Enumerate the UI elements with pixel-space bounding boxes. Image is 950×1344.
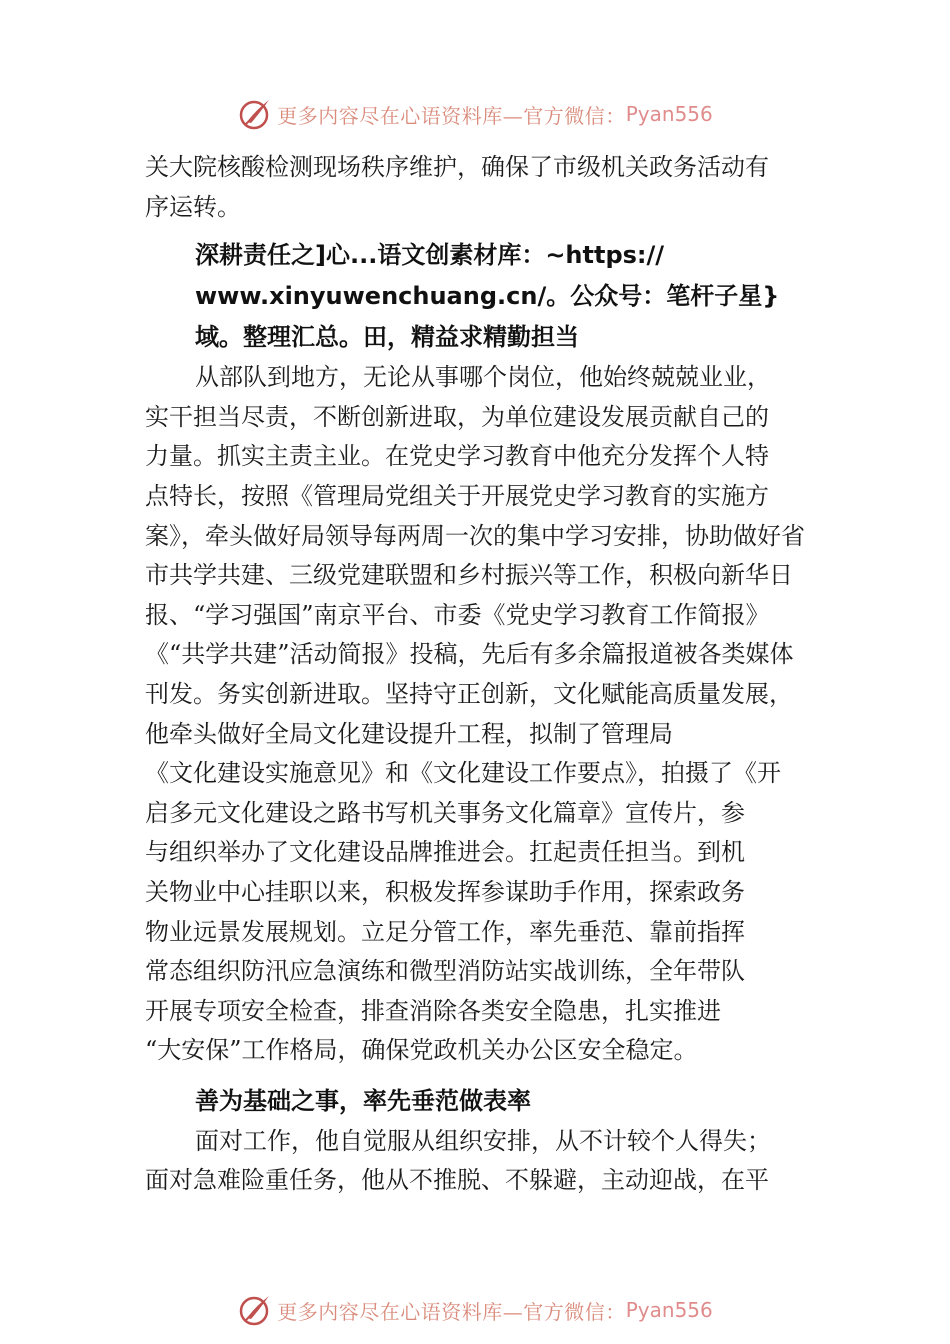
text-line: 常态组织防汛应急演练和微型消防站实战训练，全年带队 — [145, 957, 745, 986]
text-line: 启多元文化建设之路书写机关事务文化篇章》宣传片，参 — [145, 798, 745, 827]
text-line: 报、“学习强国”南京平台、市委《党史学习教育工作简报》 — [145, 600, 770, 629]
text-line: 关大院核酸检测现场秩序维护，确保了市级机关政务活动有 — [145, 153, 769, 181]
document-body — [145, 148, 815, 1201]
paragraph-1 — [145, 148, 815, 227]
text-line: 《文化建设实施意见》和《文化建设工作要点》，拍摄了《开 — [145, 759, 781, 788]
text-line: 开展专项安全检查，排查消除各类安全隐患，扎实推进 — [145, 996, 721, 1025]
section-heading-1 — [145, 235, 815, 358]
section-heading-2 — [145, 1081, 815, 1122]
text-line: 物业远景发展规划。立足分管工作，率先垂范、靠前指挥 — [145, 917, 745, 946]
paragraph-3 — [145, 1122, 815, 1201]
text-line: “大安保”工作格局，确保党政机关办公区安全稳定。 — [145, 1036, 698, 1065]
banner-wechat-id: Pyan556 — [625, 102, 713, 126]
text-line: 案》，牵头做好局领导每两周一次的集中学习安排，协助做好省 — [145, 521, 805, 550]
heading-line: 域。整理汇总。田，精益求精勤担当 — [195, 323, 579, 352]
text-line: 从部队到地方，无论从事哪个岗位，他始终兢兢业业， — [195, 363, 771, 392]
text-line: 面对工作，他自觉服从组织安排，从不计较个人得失； — [195, 1126, 771, 1155]
text-line: 他牵头做好全局文化建设提升工程，拟制了管理局 — [145, 719, 673, 748]
banner-wechat-id: Pyan556 — [625, 1298, 713, 1322]
text-line: 与组织举办了文化建设品牌推进会。扛起责任担当。到机 — [145, 838, 745, 867]
text-line: 实干担当尽责，不断创新进取，为单位建设发展贡献自己的 — [145, 402, 769, 431]
text-line: 《“共学共建”活动简报》投稿，先后有多余篇报道被各类媒体 — [145, 640, 794, 669]
quill-logo-icon — [237, 1292, 273, 1328]
heading-line: www.xinyuwenchuang.cn/。公众号：笔杆子星} — [195, 282, 780, 311]
banner-text: 更多内容尽在心语资料库—官方微信： — [277, 103, 626, 128]
header-banner — [0, 92, 950, 136]
footer-banner — [0, 1288, 950, 1332]
text-line: 力量。抓实主责主业。在党史学习教育中他充分发挥个人特 — [145, 442, 769, 471]
text-line: 关物业中心挂职以来，积极发挥参谋助手作用，探索政务 — [145, 877, 745, 906]
quill-logo-icon — [237, 96, 273, 132]
text-line: 点特长，按照《管理局党组关于开展党史学习教育的实施方 — [145, 481, 769, 510]
text-line: 市共学共建、三级党建联盟和乡村振兴等工作，积极向新华日 — [145, 561, 793, 590]
paragraph-2 — [145, 358, 815, 1071]
banner-text: 更多内容尽在心语资料库—官方微信： — [277, 1299, 626, 1324]
heading-line: 善为基础之事，率先垂范做表率 — [195, 1086, 531, 1115]
text-line: 面对急难险重任务，他从不推脱、不躲避，主动迎战，在平 — [145, 1166, 769, 1195]
text-line: 刊发。务实创新进取。坚持守正创新，文化赋能高质量发展， — [145, 679, 793, 708]
heading-line: 深耕责任之]心...语文创素材库：~https:// — [195, 241, 665, 270]
text-line: 序运转。 — [145, 192, 241, 221]
